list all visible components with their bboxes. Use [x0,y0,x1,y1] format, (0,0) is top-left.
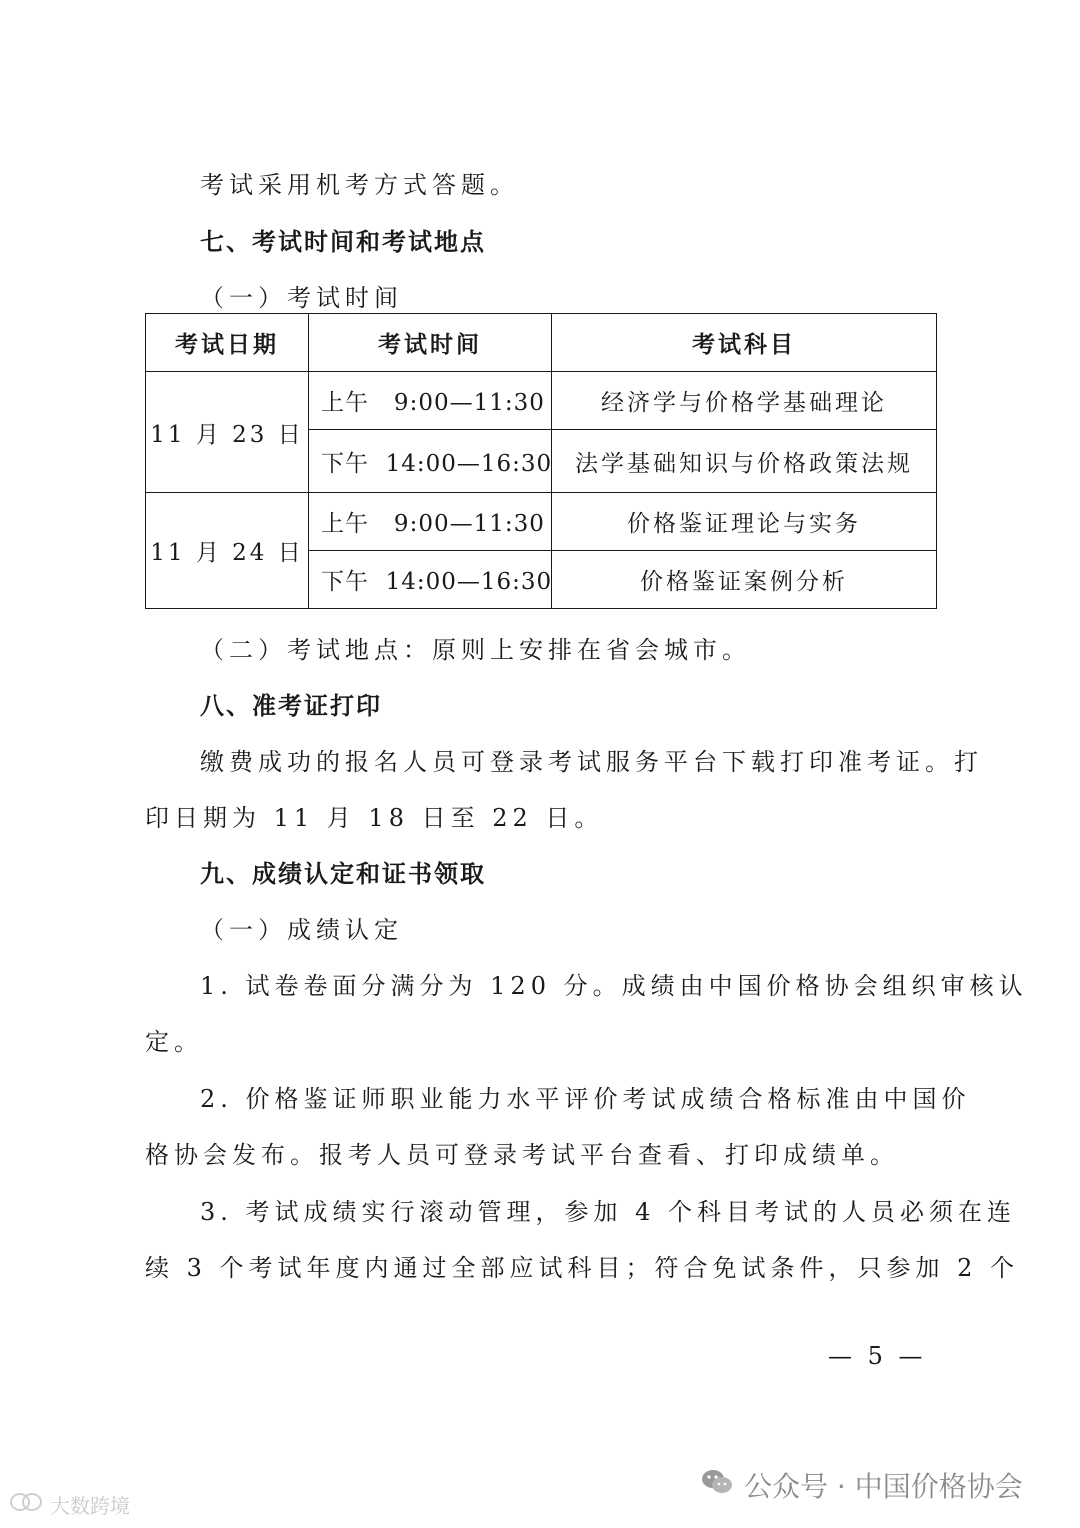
header-exam-date: 考试日期 [146,314,309,372]
page-number: — 5 — [828,1342,927,1370]
paragraph-item-3-line-1: 3. 考试成绩实行滚动管理，参加 4 个科目考试的人员必须在连 [200,1198,1017,1226]
exam-date-cell: 11 月 24 日 [146,493,309,609]
exam-date-cell: 11 月 23 日 [146,372,309,493]
exam-subject-cell: 价格鉴证理论与实务 [552,493,937,551]
exam-time-cell: 下午 14:00—16:30 [309,430,552,493]
paragraph-admission-ticket-2: 印日期为 11 月 18 日至 22 日。 [145,804,604,832]
section-heading-7: 七、考试时间和考试地点 [200,228,486,256]
table-row [146,372,937,430]
watermark-corner-text: 大数跨境 [50,1494,130,1518]
paragraph-admission-ticket-1: 缴费成功的报名人员可登录考试服务平台下载打印准考证。打 [200,748,983,776]
exam-time-cell: 上午 9:00—11:30 [309,372,552,430]
subheading-exam-location: （二）考试地点：原则上安排在省会城市。 [200,636,751,664]
paragraph-item-2-line-2: 格协会发布。报考人员可登录考试平台查看、打印成绩单。 [145,1141,899,1169]
section-heading-8: 八、准考证打印 [200,692,382,720]
table-row [146,493,937,551]
exam-subject-cell: 价格鉴证案例分析 [552,551,937,609]
exam-time-cell: 下午 14:00—16:30 [309,551,552,609]
wechat-icon [700,1467,734,1504]
paragraph-item-1-line-2: 定。 [145,1028,203,1056]
logo-icon [8,1490,44,1519]
subheading-exam-time: （一）考试时间 [200,284,403,312]
header-exam-subject: 考试科目 [552,314,937,372]
exam-time-cell: 上午 9:00—11:30 [309,493,552,551]
exam-schedule-table [145,313,937,609]
watermark-official-account [700,1465,1023,1505]
paragraph-item-2-line-1: 2. 价格鉴证师职业能力水平评价考试成绩合格标准由中国价 [200,1085,971,1113]
exam-subject-cell: 经济学与价格学基础理论 [552,372,937,430]
paragraph-item-1-line-1: 1. 试卷卷面分满分为 120 分。成绩由中国价格协会组织审核认 [200,972,1028,1000]
exam-subject-cell: 法学基础知识与价格政策法规 [552,430,937,493]
table-header-row [146,314,937,372]
section-heading-9: 九、成绩认定和证书领取 [200,860,486,888]
header-exam-time: 考试时间 [309,314,552,372]
watermark-text: 公众号 · 中国价格协会 [744,1470,1023,1503]
paragraph-item-3-line-2: 续 3 个考试年度内通过全部应试科目；符合免试条件，只参加 2 个 [145,1254,1020,1282]
paragraph-exam-method: 考试采用机考方式答题。 [200,171,519,199]
subheading-score: （一）成绩认定 [200,916,403,944]
watermark-corner [8,1490,130,1519]
